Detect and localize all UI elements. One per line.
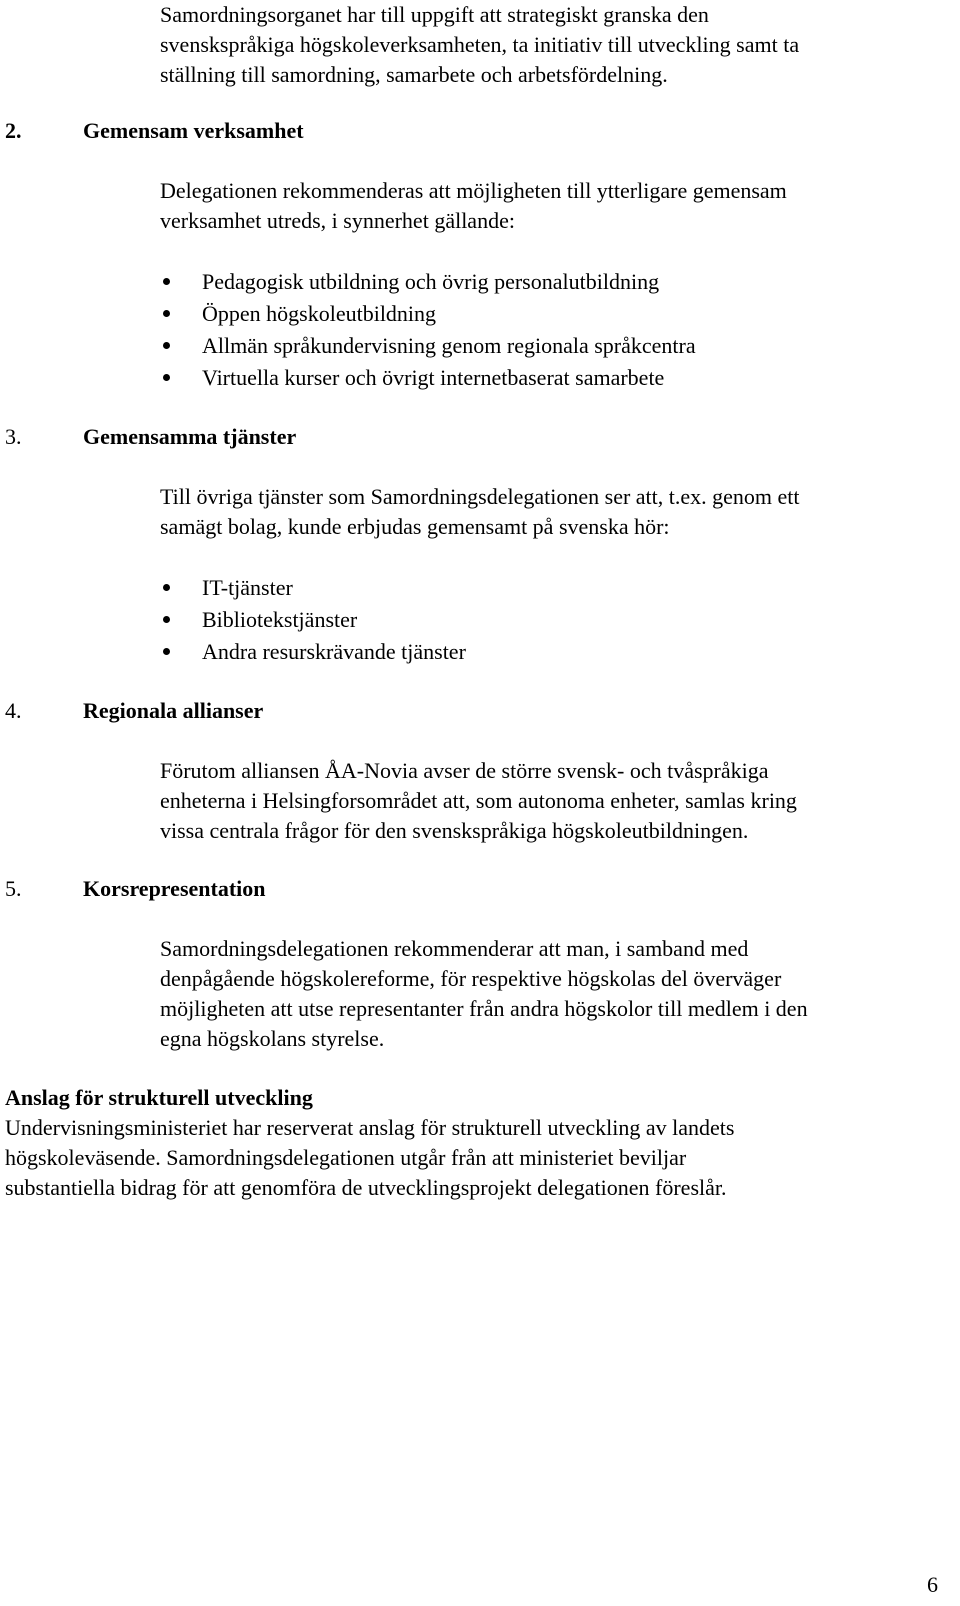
section-4-number: 4. — [5, 698, 22, 723]
bullet-icon — [163, 278, 170, 285]
list-item — [160, 330, 696, 362]
list-item-label: Andra resurskrävande tjänster — [202, 639, 466, 664]
list-item-label: Pedagogisk utbildning och övrig personalutbildning — [202, 269, 660, 294]
list-item — [160, 636, 466, 668]
section-5-line: möjligheten att utse representanter från andra högskolor till medlem i den — [160, 996, 808, 1021]
list-item-label: IT-tjänster — [202, 575, 293, 600]
section-5-title: Korsrepresentation — [83, 876, 266, 901]
list-item — [160, 298, 696, 330]
section-5-line: egna högskolans styrelse. — [160, 1026, 385, 1051]
section-2-line: verksamhet utreds, i synnerhet gällande: — [160, 208, 515, 233]
funding-line: Undervisningsministeriet har reserverat anslag för strukturell utveckling av landets — [5, 1115, 735, 1140]
section-4-line: vissa centrala frågor för den svenskspråkiga högskoleutbildningen. — [160, 818, 749, 843]
section-4-line: Förutom alliansen ÅA-Novia avser de större svensk- och tvåspråkiga — [160, 758, 769, 783]
section-5-paragraph — [160, 934, 808, 1054]
section-2-title: Gemensam verksamhet — [83, 118, 304, 143]
section-3-line: samägt bolag, kunde erbjudas gemensamt på svenska hör: — [160, 514, 670, 539]
list-item — [160, 604, 466, 636]
intro-line: Samordningsorganet har till uppgift att strategiskt granska den — [160, 2, 709, 27]
section-5-heading — [5, 874, 266, 904]
bullet-icon — [163, 648, 170, 655]
funding-title: Anslag för strukturell utveckling — [5, 1085, 313, 1110]
bullet-icon — [163, 584, 170, 591]
list-item-label: Virtuella kurser och övrigt internetbaserat samarbete — [202, 365, 665, 390]
section-3-paragraph — [160, 482, 800, 542]
section-5-number: 5. — [5, 876, 22, 901]
section-4-heading — [5, 696, 263, 726]
funding-paragraph — [5, 1113, 734, 1203]
section-5-line: Samordningsdelegationen rekommenderar att man, i samband med — [160, 936, 749, 961]
list-item — [160, 266, 696, 298]
section-2-paragraph — [160, 176, 787, 236]
bullet-icon — [163, 616, 170, 623]
section-3-title: Gemensamma tjänster — [83, 424, 297, 449]
section-2-line: Delegationen rekommenderas att möjligheten till ytterligare gemensam — [160, 178, 787, 203]
section-4-title: Regionala allianser — [83, 698, 264, 723]
section-2-number: 2. — [5, 118, 22, 143]
funding-heading — [5, 1083, 313, 1113]
list-item — [160, 362, 696, 394]
list-item — [160, 572, 466, 604]
intro-paragraph — [160, 0, 799, 90]
section-3-bullet-list — [160, 572, 466, 668]
section-5-line: denpågående högskolereforme, för respektive högskolas del överväger — [160, 966, 782, 991]
list-item-label: Allmän språkundervisning genom regionala språkcentra — [202, 333, 696, 358]
bullet-icon — [163, 374, 170, 381]
bullet-icon — [163, 310, 170, 317]
funding-line: substantiella bidrag för att genomföra de utvecklingsprojekt delegationen föreslår. — [5, 1175, 727, 1200]
funding-line: högskoleväsende. Samordningsdelegationen utgår från att ministeriet beviljar — [5, 1145, 687, 1170]
section-2-heading — [5, 116, 304, 146]
list-item-label: Öppen högskoleutbildning — [202, 301, 437, 326]
intro-line: svenskspråkiga högskoleverksamheten, ta initiativ till utveckling samt ta — [160, 32, 800, 57]
intro-line: ställning till samordning, samarbete och arbetsfördelning. — [160, 62, 668, 87]
list-item-label: Bibliotekstjänster — [202, 607, 358, 632]
section-3-heading — [5, 422, 296, 452]
section-4-line: enheterna i Helsingforsområdet att, som autonoma enheter, samlas kring — [160, 788, 797, 813]
section-4-paragraph — [160, 756, 797, 846]
bullet-icon — [163, 342, 170, 349]
section-3-number: 3. — [5, 424, 22, 449]
section-3-line: Till övriga tjänster som Samordningsdelegationen ser att, t.ex. genom ett — [160, 484, 800, 509]
page-number: 6 — [927, 1572, 938, 1597]
section-2-bullet-list — [160, 266, 696, 394]
